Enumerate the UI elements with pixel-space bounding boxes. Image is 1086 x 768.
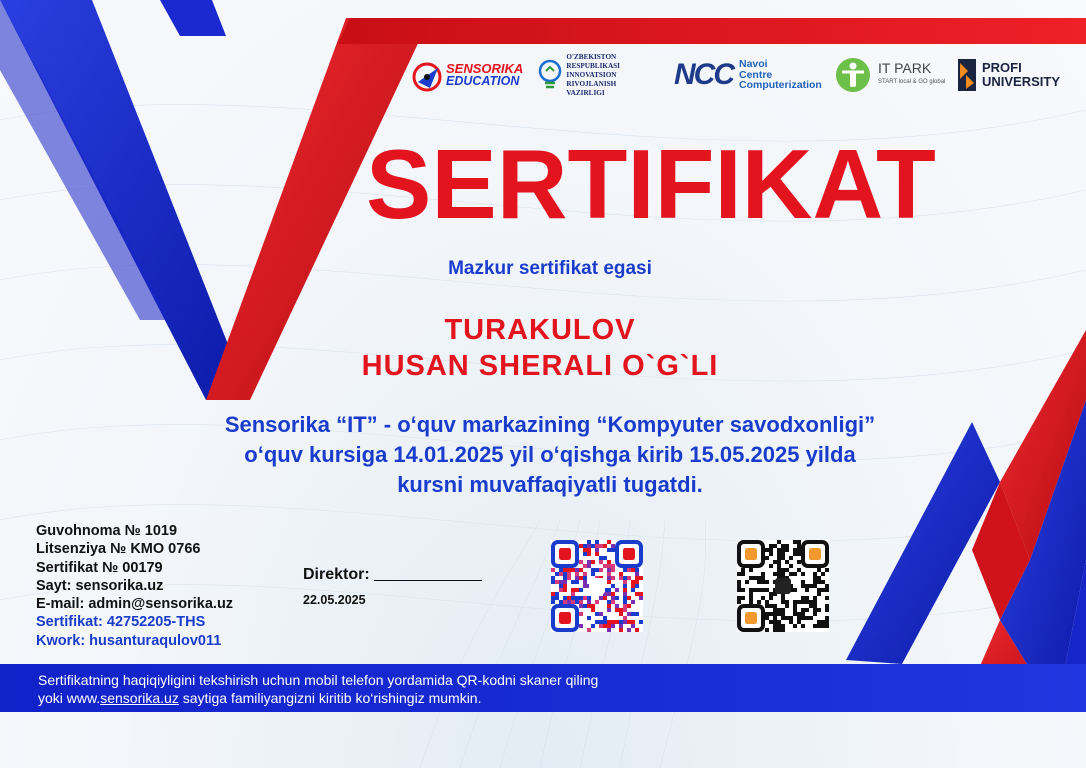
lightbulb-icon [536,57,564,93]
ncc-line1: Navoi [739,58,768,71]
footer-text [38,671,598,707]
email: E-mail: admin@sensorika.uz [36,596,234,613]
issue-date: 22.05.2025 [303,593,366,607]
holder-given-names: HUSAN SHERALI O`G`LI [361,350,719,382]
profi-emblem-icon [956,57,978,93]
footer-line-2-suffix: saytiga familiyangizni kiritib ko‘rishingiz mumkin. [178,690,482,706]
certificate-title: SERTIFIKAT [366,129,936,239]
signature-line [374,580,482,581]
director-label: Direktor: [303,566,370,583]
certificate-body-text [80,410,1020,500]
ncc-mark: NCC [674,58,733,91]
body-line-2: o‘quv kursiga 14.01.2025 yil o‘qishga kirib 15.05.2025 yilda [244,442,856,467]
itpark-emblem-icon [834,56,872,94]
sensorika-logo [412,52,532,98]
website: Sayt: sensorika.uz [36,577,164,594]
body-line-3: kursni muvaffaqiyatli tugatdi. [397,472,703,497]
sensorika-emblem-icon [412,58,442,92]
sertifikat-number: Sertifikat № 00179 [36,559,163,576]
footer-line-2-prefix: yoki www. [38,690,101,706]
litsenziya: Litsenziya № KMO 0766 [36,541,201,558]
sensorika-logo-top: SENSORIKA [446,61,524,76]
ncc-line3: Computerization [739,79,822,92]
profi-line2: UNIVERSITY [982,74,1061,89]
ncc-line2: Centre [739,68,773,81]
footer-line-1: Sertifikatning haqiqiyligini tekshirish uchun mobil telefon yordamida QR-kodni skaner qiling [38,672,599,688]
innovation-logo-line1: O'ZBEKISTON RESPUBLIKASI [566,52,620,70]
ncc-logo [674,52,832,98]
profi-line1: PROFI [982,60,1022,75]
itpark-tagline: START local & GO global [878,79,946,85]
certificate-info-block [36,522,233,650]
footer-banner [0,664,1086,712]
innovation-logo-line3: VAZIRLIGI [566,88,605,97]
director-signature [303,566,482,584]
profi-university-logo [956,52,1080,98]
sertifikat-id: Sertifikat: 42752205-THS [36,614,206,631]
innovation-logo-line2: INNOVATSION RIVOJLANISH [566,70,617,88]
kwork: Kwork: husanturaqulov011 [36,632,222,649]
footer-website-link[interactable]: sensorika.uz [100,690,179,706]
itpark-name: IT PARK [878,60,932,76]
itpark-logo [834,52,952,98]
innovation-ministry-logo [536,52,666,98]
holder-surname: TURAKULOV [444,314,636,346]
guvohnoma: Guvohnoma № 1019 [36,523,178,539]
certificate-intro: Mazkur sertifikat egasi [448,258,652,279]
partner-logos [412,52,1080,98]
body-line-1: Sensorika “IT” - o‘quv markazining “Kompyuter savodxonligi” [224,412,876,437]
qr-code-icon[interactable] [737,540,829,632]
sensorika-logo-bottom: EDUCATION [446,74,520,88]
qr-code-icon[interactable] [551,540,643,632]
footer-line-2 [38,689,598,707]
